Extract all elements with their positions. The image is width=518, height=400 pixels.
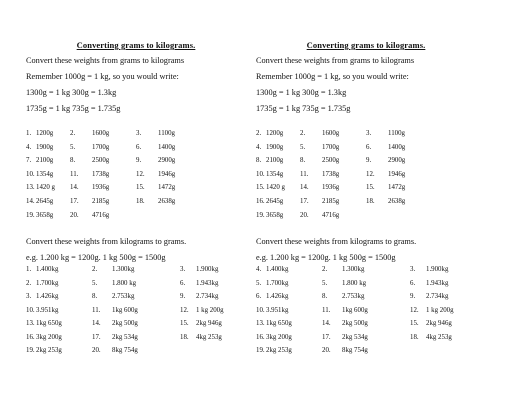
question-weight: 2100g [36, 157, 54, 165]
question-weight: 2900g [158, 157, 176, 165]
example-line-2: 1735g = 1 kg 735g = 1.735g [26, 104, 121, 113]
question-weight: 2638g [388, 197, 406, 205]
question-weight: 2kg 534g [112, 333, 138, 341]
question-number: 13. [26, 320, 35, 327]
question-weight: 4716g [322, 211, 340, 219]
kg-example-line: e.g. 1.200 kg = 1200g. 1 kg 500g = 1500g [26, 253, 166, 262]
question-weight: 2638g [158, 197, 176, 205]
exercise-row [256, 157, 496, 171]
question-weight: 1.900kg [426, 266, 449, 273]
question-weight: 1.943kg [426, 279, 449, 287]
question-weight: 3658g [266, 211, 284, 219]
exercise-row [256, 266, 496, 280]
question-weight: 2kg 253g [266, 347, 292, 354]
exercise-row [26, 198, 266, 212]
question-number: 20. [70, 211, 79, 219]
question-weight: 2kg 253g [36, 347, 62, 354]
exercise-row [26, 347, 266, 361]
question-weight: 1100g [388, 130, 405, 137]
grams-exercise-grid [256, 130, 496, 225]
question-number: 9. [180, 293, 186, 300]
question-number: 16. [256, 197, 265, 205]
question-weight: 3.951kg [36, 306, 59, 314]
question-number: 15. [136, 184, 145, 192]
question-number: 15. [256, 184, 265, 192]
question-number: 5. [70, 143, 76, 151]
question-number: 16. [26, 333, 35, 341]
question-weight: 1kg 600g [342, 306, 368, 314]
question-number: 18. [366, 197, 375, 205]
question-number: 18. [410, 333, 419, 341]
question-number: 13. [256, 320, 265, 327]
question-weight: 2185g [92, 197, 110, 205]
question-weight: 1 kg 200g [426, 306, 454, 314]
question-weight: 2.734kg [196, 293, 219, 300]
question-number: 4. [256, 266, 262, 273]
question-number: 20. [92, 347, 101, 354]
question-weight: 1420 g [36, 184, 55, 192]
question-number: 15. [366, 184, 375, 192]
exercise-row [26, 144, 266, 158]
question-number: 15. [410, 320, 419, 327]
question-number: 10. [256, 306, 265, 314]
question-weight: 1946g [388, 170, 406, 178]
question-number: 20. [322, 347, 331, 354]
example-line-1: 1300g = 1 kg 300g = 1.3kg [256, 88, 347, 97]
exercise-row [26, 171, 266, 185]
question-weight: 2645g [266, 197, 284, 205]
question-weight: 1420 g [266, 184, 285, 192]
question-weight: 1.800 kg [342, 279, 367, 287]
question-weight: 1946g [158, 170, 176, 178]
question-weight: 1354g [266, 170, 284, 178]
question-weight: 8kg 754g [112, 347, 138, 354]
exercise-row [26, 130, 266, 144]
question-number: 14. [26, 197, 35, 205]
exercise-row [26, 157, 266, 171]
kg-exercise-grid [256, 266, 496, 361]
remember-note: Remember 1000g = 1 kg, so you would write: [26, 72, 179, 81]
exercise-row [256, 347, 496, 361]
question-number: 6. [180, 279, 186, 287]
exercise-row [26, 307, 266, 321]
question-number: 17. [92, 333, 101, 341]
question-number: 1. [26, 130, 32, 137]
question-weight: 1600g [92, 130, 110, 137]
exercise-row [26, 266, 266, 280]
question-weight: 1.900kg [196, 266, 219, 273]
question-weight: 1900g [36, 143, 54, 151]
question-number: 17. [300, 197, 309, 205]
question-weight: 1.300kg [342, 266, 365, 273]
question-number: 2. [322, 266, 328, 273]
question-number: 2. [26, 279, 32, 287]
question-weight: 1738g [322, 170, 340, 178]
question-weight: 1354g [36, 170, 54, 178]
question-number: 8. [70, 157, 76, 165]
exercise-row [256, 171, 496, 185]
question-number: 6. [366, 143, 372, 151]
question-number: 8. [92, 293, 98, 300]
question-weight: 2500g [322, 157, 340, 165]
question-weight: 2.753kg [342, 293, 365, 300]
question-number: 2. [92, 266, 98, 273]
question-number: 2. [70, 130, 76, 137]
question-number: 2. [256, 130, 262, 137]
question-number: 14. [300, 184, 309, 192]
question-weight: 1400g [388, 143, 406, 151]
question-weight: 1200g [266, 130, 284, 137]
question-number: 4. [256, 143, 262, 151]
question-number: 9. [136, 157, 142, 165]
question-weight: 1.700kg [36, 279, 59, 287]
kg-instruction: Convert these weights from kilograms to grams. [256, 237, 417, 246]
question-weight: 3kg 200g [266, 333, 292, 341]
question-weight: 1700g [92, 143, 110, 151]
question-weight: 1.700kg [266, 279, 289, 287]
question-number: 15. [180, 320, 189, 327]
question-weight: 1 kg 200g [196, 306, 224, 314]
question-weight: 2185g [322, 197, 340, 205]
question-number: 12. [180, 306, 189, 314]
question-weight: 1100g [158, 130, 175, 137]
question-weight: 2500g [92, 157, 110, 165]
question-weight: 1.426kg [266, 293, 289, 300]
worksheet-title: Converting grams to kilograms. [306, 40, 426, 50]
question-number: 4. [26, 143, 32, 151]
question-weight: 2kg 500g [342, 320, 368, 327]
question-weight: 2kg 946g [196, 320, 222, 327]
question-number: 11. [92, 306, 101, 314]
worksheet-title: Converting grams to kilograms. [76, 40, 196, 50]
question-weight: 1kg 650g [36, 320, 62, 327]
question-weight: 2900g [388, 157, 406, 165]
question-number: 12. [410, 306, 419, 314]
question-number: 2. [300, 130, 306, 137]
question-weight: 2kg 946g [426, 320, 452, 327]
question-weight: 1700g [322, 143, 340, 151]
question-number: 19. [26, 211, 35, 219]
question-number: 3. [136, 130, 142, 137]
question-weight: 1.943kg [196, 279, 219, 287]
exercise-row [256, 144, 496, 158]
question-number: 9. [410, 293, 416, 300]
question-number: 8. [256, 157, 262, 165]
kg-example-line: e.g. 1.200 kg = 1200g. 1 kg 500g = 1500g [256, 253, 396, 262]
question-number: 5. [300, 143, 306, 151]
question-weight: 1936g [322, 184, 340, 192]
question-weight: 1.426kg [36, 293, 59, 300]
question-number: 9. [366, 157, 372, 165]
question-number: 16. [256, 333, 265, 341]
question-number: 10. [256, 170, 265, 178]
question-number: 1. [26, 266, 32, 273]
question-weight: 8kg 754g [342, 347, 368, 354]
question-weight: 1900g [266, 143, 284, 151]
question-weight: 2100g [266, 157, 284, 165]
question-weight: 1472g [158, 184, 176, 192]
question-weight: 1.400kg [266, 266, 289, 273]
question-weight: 2kg 534g [342, 333, 368, 341]
question-number: 18. [180, 333, 189, 341]
question-weight: 1472g [388, 184, 406, 192]
exercise-row [256, 212, 496, 226]
question-weight: 3kg 200g [36, 333, 62, 341]
question-weight: 2.753kg [112, 293, 135, 300]
question-number: 17. [322, 333, 331, 341]
exercise-row [26, 280, 266, 294]
question-number: 3. [26, 293, 32, 300]
question-number: 13. [26, 184, 35, 192]
question-number: 3. [180, 266, 186, 273]
exercise-row [26, 293, 266, 307]
question-number: 11. [322, 306, 331, 314]
remember-note: Remember 1000g = 1 kg, so you would write: [256, 72, 409, 81]
worksheet-left [26, 0, 266, 400]
exercise-row [256, 130, 496, 144]
question-number: 8. [322, 293, 328, 300]
question-number: 6. [136, 143, 142, 151]
question-weight: 2.734kg [426, 293, 449, 300]
question-weight: 1kg 650g [266, 320, 292, 327]
question-number: 11. [300, 170, 309, 178]
question-weight: 3658g [36, 211, 54, 219]
question-weight: 4kg 253g [196, 333, 222, 341]
question-number: 19. [256, 211, 265, 219]
question-number: 14. [70, 184, 79, 192]
question-weight: 1.400kg [36, 266, 59, 273]
question-number: 12. [366, 170, 375, 178]
question-number: 19. [256, 347, 265, 354]
question-weight: 2645g [36, 197, 54, 205]
question-number: 14. [322, 320, 331, 327]
question-number: 17. [70, 197, 79, 205]
exercise-row [256, 184, 496, 198]
worksheet-right [256, 0, 496, 400]
question-number: 18. [136, 197, 145, 205]
question-weight: 4716g [92, 211, 110, 219]
exercise-row [256, 307, 496, 321]
exercise-row [26, 320, 266, 334]
example-line-2: 1735g = 1 kg 735g = 1.735g [256, 104, 351, 113]
question-number: 11. [70, 170, 79, 178]
kg-exercise-grid [26, 266, 266, 361]
question-weight: 1.800 kg [112, 279, 137, 287]
question-number: 3. [410, 266, 416, 273]
exercise-row [256, 320, 496, 334]
exercise-row [256, 334, 496, 348]
question-number: 6. [410, 279, 416, 287]
question-number: 19. [26, 347, 35, 354]
question-weight: 1.300kg [112, 266, 135, 273]
question-weight: 1738g [92, 170, 110, 178]
grams-instruction: Convert these weights from grams to kilograms [26, 56, 185, 65]
question-number: 20. [300, 211, 309, 219]
question-number: 6. [256, 293, 262, 300]
question-number: 8. [300, 157, 306, 165]
kg-instruction: Convert these weights from kilograms to grams. [26, 237, 187, 246]
exercise-row [256, 293, 496, 307]
question-weight: 3.951kg [266, 306, 289, 314]
question-weight: 1kg 600g [112, 306, 138, 314]
question-weight: 1200g [36, 130, 54, 137]
exercise-row [256, 280, 496, 294]
exercise-row [256, 198, 496, 212]
question-weight: 2kg 500g [112, 320, 138, 327]
question-number: 7. [26, 157, 32, 165]
question-number: 10. [26, 170, 35, 178]
exercise-row [26, 212, 266, 226]
question-weight: 4kg 253g [426, 333, 452, 341]
question-number: 5. [256, 279, 262, 287]
exercise-row [26, 184, 266, 198]
question-number: 3. [366, 130, 372, 137]
question-weight: 1936g [92, 184, 110, 192]
question-number: 5. [92, 279, 98, 287]
question-number: 12. [136, 170, 145, 178]
example-line-1: 1300g = 1 kg 300g = 1.3kg [26, 88, 117, 97]
grams-exercise-grid [26, 130, 266, 225]
question-weight: 1600g [322, 130, 340, 137]
question-weight: 1400g [158, 143, 176, 151]
question-number: 5. [322, 279, 328, 287]
question-number: 10. [26, 306, 35, 314]
exercise-row [26, 334, 266, 348]
grams-instruction: Convert these weights from grams to kilograms [256, 56, 415, 65]
question-number: 14. [92, 320, 101, 327]
